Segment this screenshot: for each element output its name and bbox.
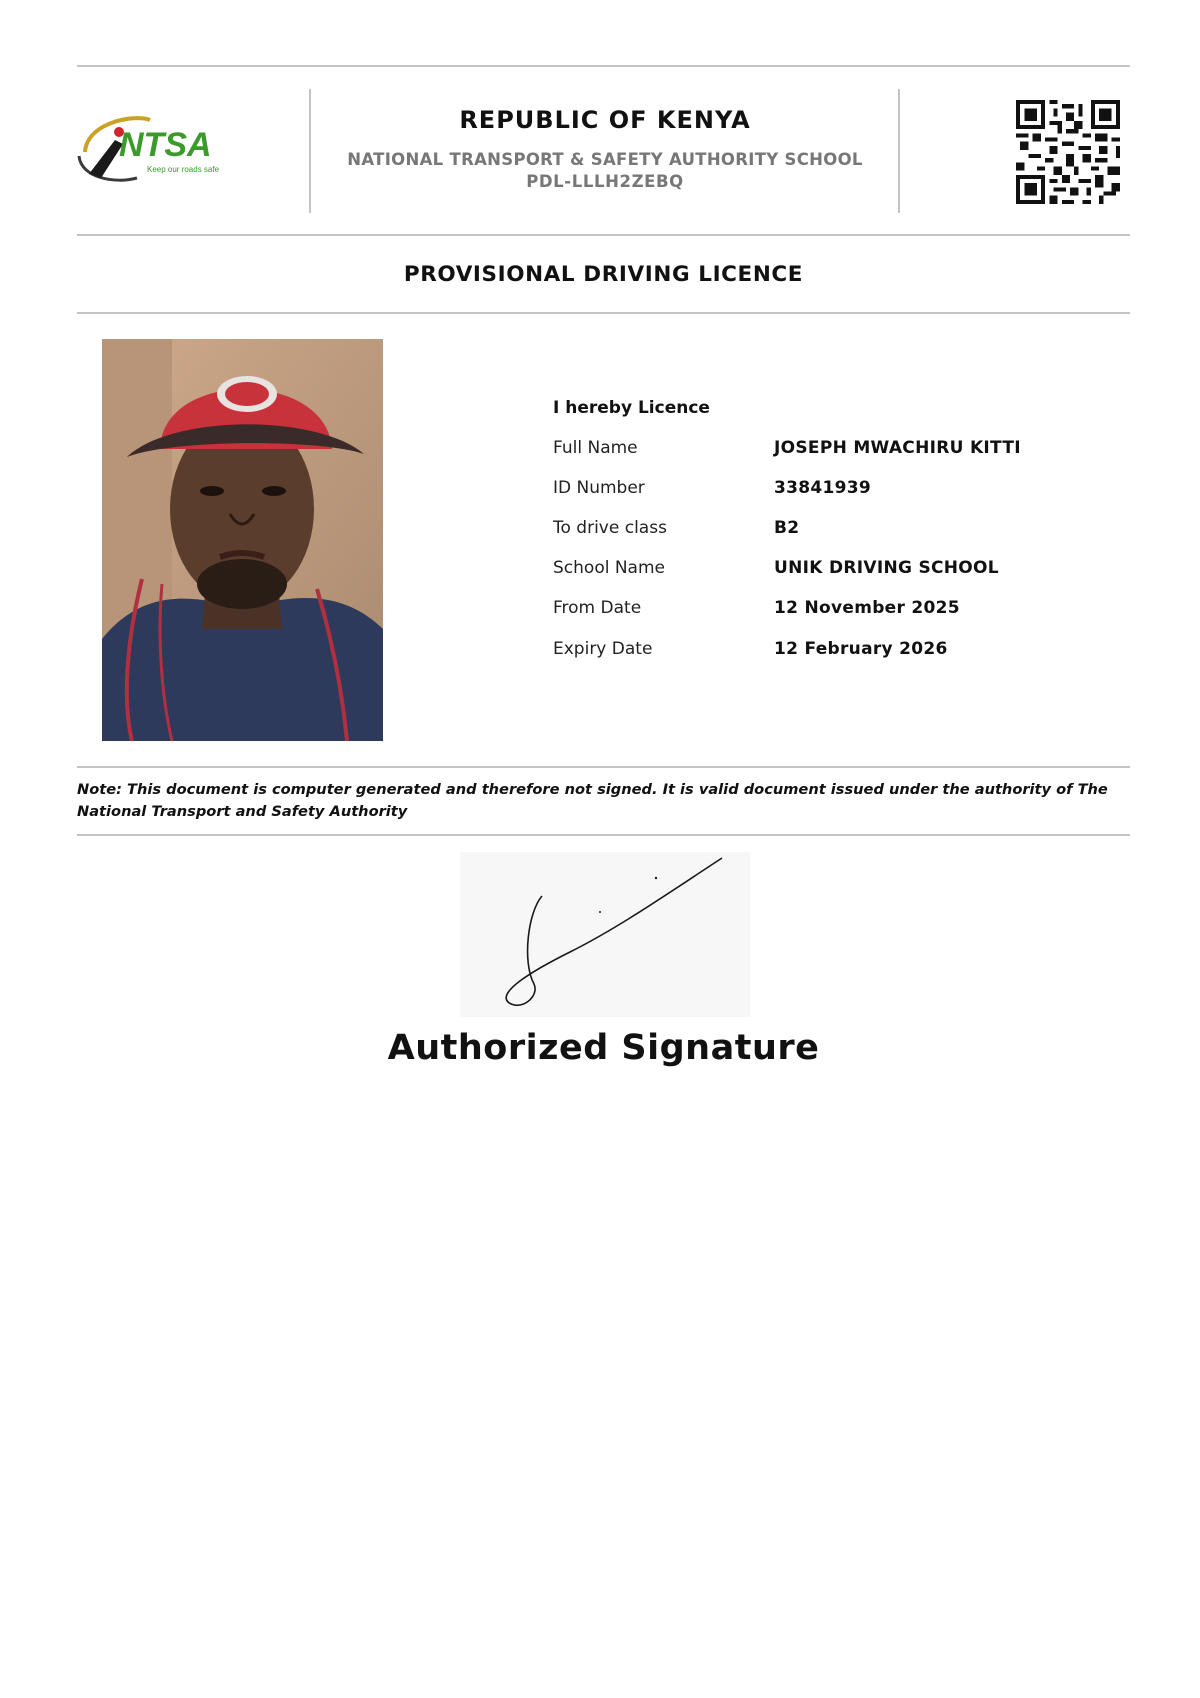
- detail-value: 33841939: [774, 478, 872, 498]
- detail-value: 12 February 2026: [774, 639, 948, 659]
- detail-value: JOSEPH MWACHIRU KITTI: [774, 438, 1021, 458]
- detail-value: UNIK DRIVING SCHOOL: [774, 558, 999, 578]
- detail-label: From Date: [553, 598, 642, 618]
- detail-label: ID Number: [553, 478, 645, 498]
- qr-code-icon: [1016, 100, 1120, 204]
- header-divider-left: [309, 89, 311, 213]
- authorized-signature-label: Authorized Signature: [387, 1028, 820, 1068]
- detail-label: School Name: [553, 558, 665, 578]
- top-rule: [77, 65, 1130, 67]
- note-rule: [77, 834, 1130, 836]
- logo-tagline: Keep our roads safe: [147, 165, 220, 174]
- country-title: REPUBLIC OF KENYA: [459, 106, 751, 134]
- disclaimer-note: Note: This document is computer generated and therefore not signed. It is valid document issued under the authority of The National Transport and Safety Authority: [77, 781, 1108, 820]
- title-rule: [77, 312, 1130, 314]
- detail-value: B2: [774, 518, 800, 538]
- authority-name: NATIONAL TRANSPORT & SAFETY AUTHORITY SCHOOL: [347, 150, 863, 169]
- header-rule: [77, 234, 1130, 236]
- holder-photo: [102, 339, 383, 741]
- details-rule: [77, 766, 1130, 768]
- detail-label: Expiry Date: [553, 639, 653, 659]
- ntsa-logo: [75, 112, 235, 188]
- header-divider-right: [898, 89, 900, 213]
- document-title: PROVISIONAL DRIVING LICENCE: [403, 262, 804, 287]
- licence-intro: I hereby Licence: [553, 398, 710, 418]
- logo-wordmark: NTSA: [119, 126, 212, 164]
- detail-value: 12 November 2025: [774, 598, 960, 618]
- signature-image: [460, 852, 750, 1017]
- licence-code: PDL-LLLH2ZEBQ: [526, 172, 684, 191]
- detail-label: Full Name: [553, 438, 638, 458]
- detail-label: To drive class: [553, 518, 667, 538]
